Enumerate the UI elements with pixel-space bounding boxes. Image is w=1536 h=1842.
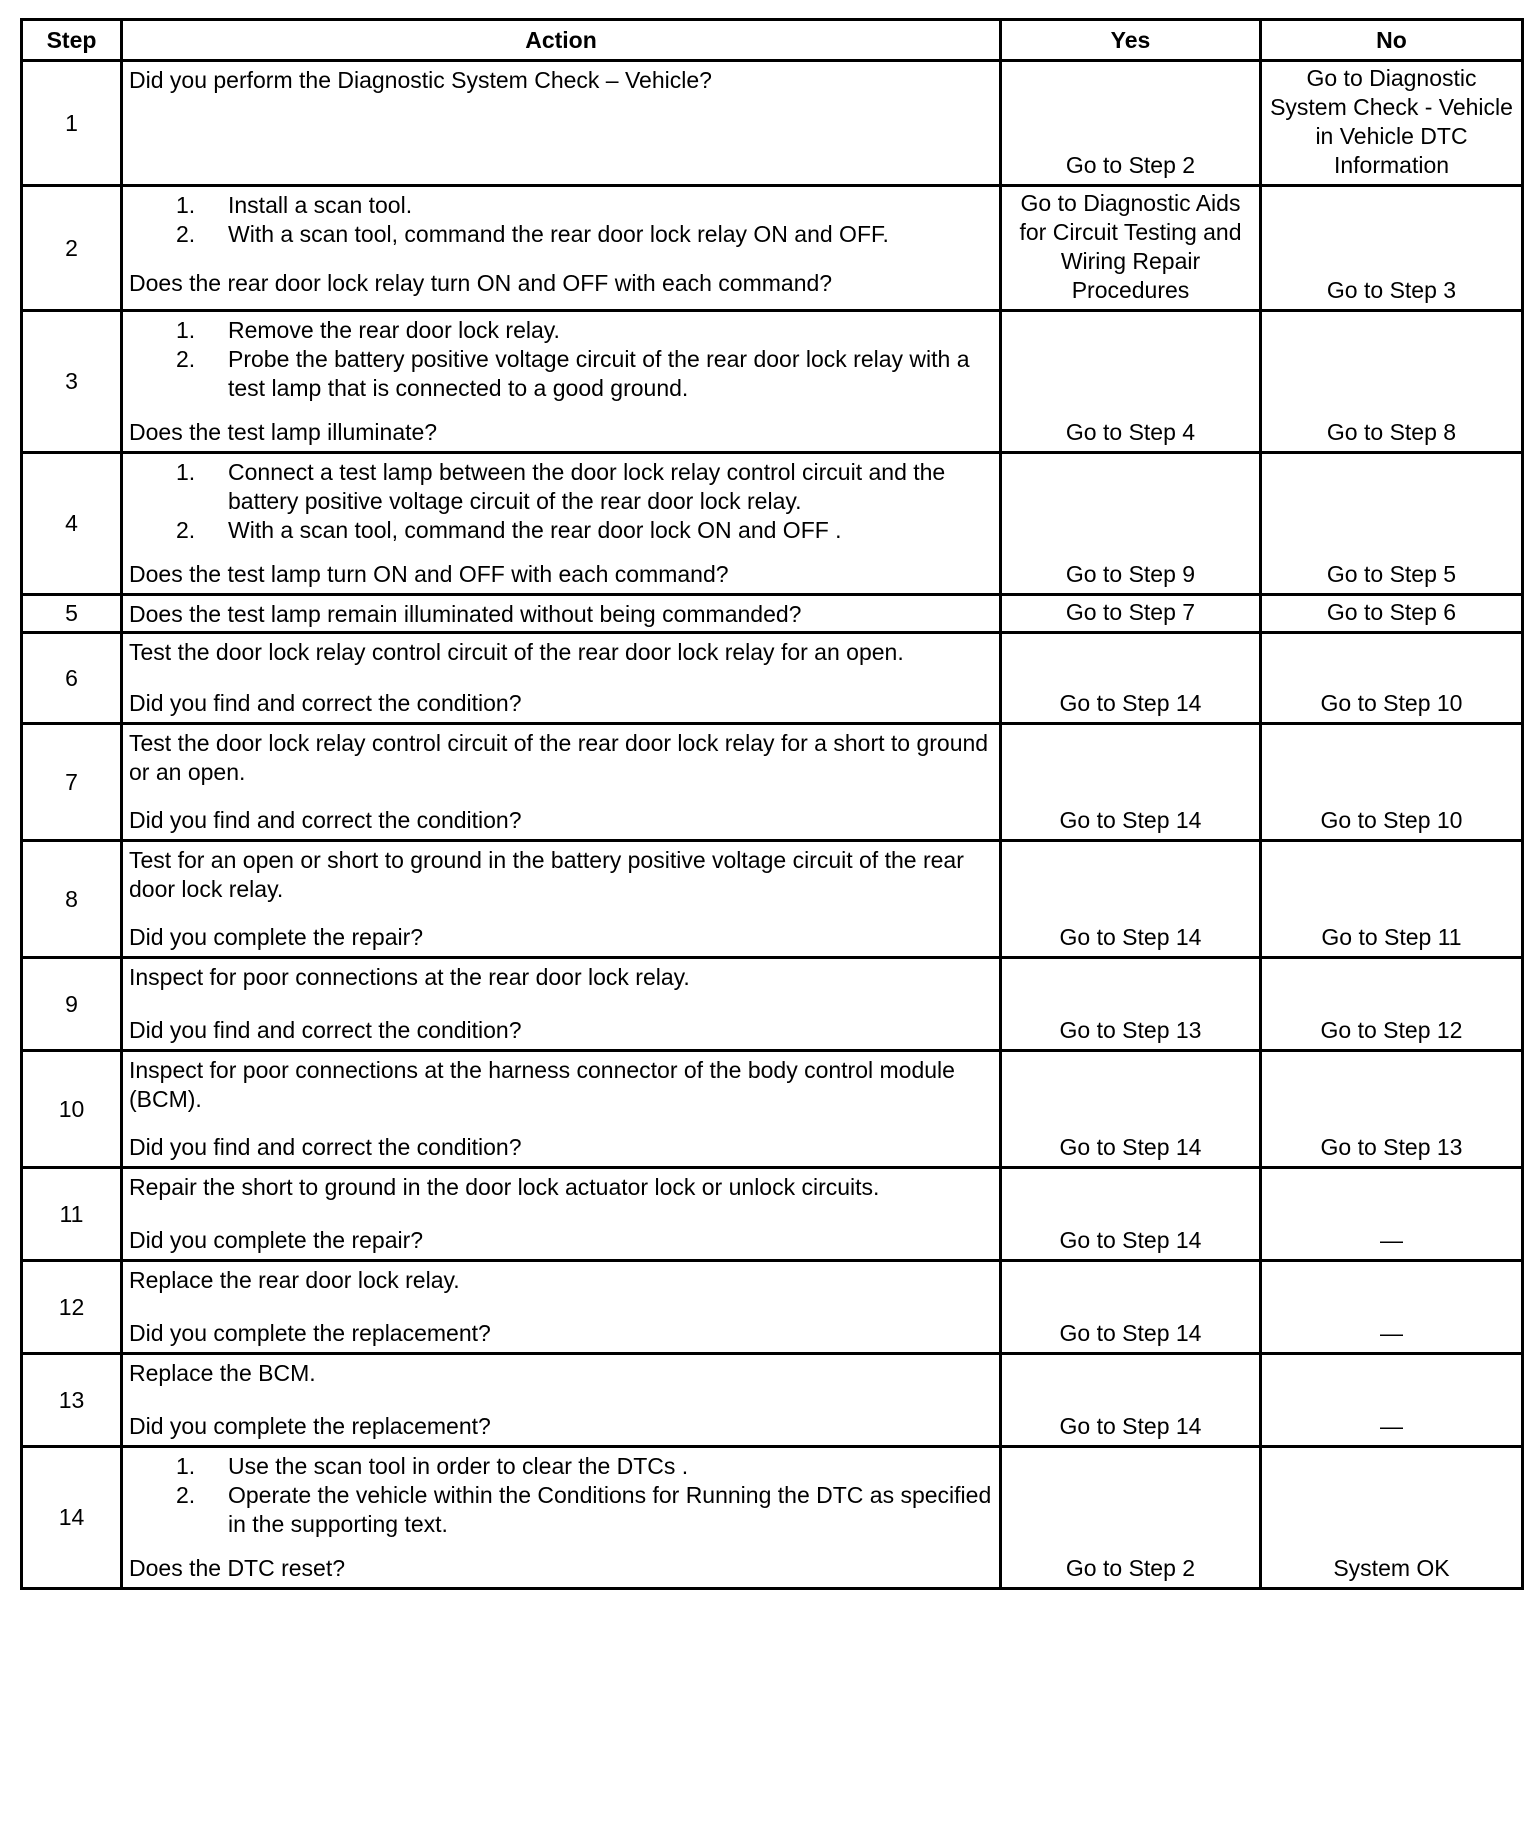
- action-cell: [122, 453, 1001, 595]
- step-number: 9: [22, 958, 122, 1051]
- substep-number: 2.: [176, 346, 196, 372]
- action-description: Test the door lock relay control circuit of the rear door lock relay for an open.: [129, 639, 904, 665]
- substep-item: [176, 1481, 993, 1539]
- table-row: [22, 958, 1523, 1051]
- action-question: Did you complete the repair?: [129, 924, 424, 950]
- table-row: [22, 61, 1523, 186]
- yes-result: Go to Step 14: [1001, 1354, 1261, 1447]
- step-number: 1: [22, 61, 122, 186]
- action-cell: [122, 1261, 1001, 1354]
- action-description: Replace the BCM.: [129, 1360, 316, 1386]
- step-number: 12: [22, 1261, 122, 1354]
- no-result: Go to Step 10: [1261, 633, 1523, 724]
- substep-list: [129, 316, 993, 403]
- substep-item: [176, 191, 993, 220]
- substep-text: Install a scan tool.: [228, 192, 413, 218]
- yes-result: Go to Step 14: [1001, 1261, 1261, 1354]
- action-question: Does the test lamp remain illuminated without being commanded?: [129, 601, 802, 627]
- table-row: [22, 841, 1523, 958]
- substep-item: [176, 516, 993, 545]
- yes-result: Go to Step 2: [1001, 1447, 1261, 1589]
- action-cell: [122, 1354, 1001, 1447]
- substep-number: 1.: [176, 459, 196, 485]
- action-cell: [122, 1447, 1001, 1589]
- yes-result: Go to Step 7: [1001, 595, 1261, 633]
- substep-item: [176, 1452, 993, 1481]
- action-cell: [122, 61, 1001, 186]
- table-row: [22, 186, 1523, 311]
- table-row: [22, 1051, 1523, 1168]
- table-row: [22, 633, 1523, 724]
- no-result: Go to Step 5: [1261, 453, 1523, 595]
- substep-number: 1.: [176, 317, 196, 343]
- action-question: Did you complete the repair?: [129, 1227, 424, 1253]
- substep-item: [176, 220, 993, 249]
- yes-result: Go to Step 14: [1001, 724, 1261, 841]
- substep-number: 2.: [176, 221, 196, 247]
- action-description: Test the door lock relay control circuit of the rear door lock relay for a short to ground or an open.: [129, 730, 989, 785]
- header-yes: Yes: [1001, 20, 1261, 61]
- substep-text: Use the scan tool in order to clear the DTCs .: [228, 1453, 689, 1479]
- no-result: Go to Step 12: [1261, 958, 1523, 1051]
- no-result: —: [1261, 1354, 1523, 1447]
- action-cell: [122, 1051, 1001, 1168]
- no-result: Go to Diagnostic System Check - Vehicle in Vehicle DTC Information: [1261, 61, 1523, 186]
- yes-result: Go to Step 14: [1001, 841, 1261, 958]
- substep-text: Probe the battery positive voltage circuit of the rear door lock relay with a test lamp that is connected to a good ground.: [228, 346, 970, 401]
- no-result: Go to Step 10: [1261, 724, 1523, 841]
- yes-result: Go to Step 14: [1001, 633, 1261, 724]
- action-cell: [122, 724, 1001, 841]
- no-result: —: [1261, 1261, 1523, 1354]
- step-number: 11: [22, 1168, 122, 1261]
- action-description: Test for an open or short to ground in the battery positive voltage circuit of the rear door lock relay.: [129, 847, 964, 902]
- action-cell: [122, 841, 1001, 958]
- no-result: System OK: [1261, 1447, 1523, 1589]
- no-result: Go to Step 6: [1261, 595, 1523, 633]
- step-number: 6: [22, 633, 122, 724]
- step-number: 7: [22, 724, 122, 841]
- step-number: 13: [22, 1354, 122, 1447]
- step-number: 4: [22, 453, 122, 595]
- no-result: Go to Step 13: [1261, 1051, 1523, 1168]
- step-number: 5: [22, 595, 122, 633]
- header-no: No: [1261, 20, 1523, 61]
- substep-text: Connect a test lamp between the door lock relay control circuit and the battery positive voltage circuit of the rear door lock relay.: [228, 459, 946, 514]
- action-description: Did you perform the Diagnostic System Check – Vehicle?: [129, 67, 712, 93]
- action-description: Repair the short to ground in the door lock actuator lock or unlock circuits.: [129, 1174, 880, 1200]
- header-action: Action: [122, 20, 1001, 61]
- action-description: Inspect for poor connections at the rear door lock relay.: [129, 964, 690, 990]
- action-cell: [122, 1168, 1001, 1261]
- step-number: 3: [22, 311, 122, 453]
- substep-item: [176, 316, 993, 345]
- action-cell: [122, 633, 1001, 724]
- substep-list: [129, 191, 993, 249]
- table-row: [22, 595, 1523, 633]
- substep-text: Remove the rear door lock relay.: [228, 317, 560, 343]
- yes-result: Go to Step 9: [1001, 453, 1261, 595]
- table-row: [22, 311, 1523, 453]
- action-question: Did you find and correct the condition?: [129, 1134, 522, 1160]
- action-question: Did you find and correct the condition?: [129, 807, 522, 833]
- yes-result: Go to Step 2: [1001, 61, 1261, 186]
- substep-text: With a scan tool, command the rear door lock relay ON and OFF.: [228, 221, 889, 247]
- step-number: 10: [22, 1051, 122, 1168]
- action-cell: [122, 311, 1001, 453]
- no-result: Go to Step 8: [1261, 311, 1523, 453]
- action-description: Inspect for poor connections at the harness connector of the body control module (BCM).: [129, 1057, 955, 1112]
- header-row: [22, 20, 1523, 61]
- action-question: Does the test lamp turn ON and OFF with each command?: [129, 561, 729, 587]
- action-cell: [122, 595, 1001, 633]
- no-result: —: [1261, 1168, 1523, 1261]
- substep-number: 2.: [176, 1482, 196, 1508]
- substep-item: [176, 345, 993, 403]
- yes-result: Go to Diagnostic Aids for Circuit Testing and Wiring Repair Procedures: [1001, 186, 1261, 311]
- action-question: Did you complete the replacement?: [129, 1413, 491, 1439]
- action-question: Does the rear door lock relay turn ON and OFF with each command?: [129, 270, 833, 296]
- diagnostic-table: [20, 18, 1524, 1590]
- header-step: Step: [22, 20, 122, 61]
- substep-text: With a scan tool, command the rear door lock ON and OFF .: [228, 517, 842, 543]
- table-row: [22, 1447, 1523, 1589]
- action-question: Does the DTC reset?: [129, 1555, 346, 1581]
- yes-result: Go to Step 14: [1001, 1168, 1261, 1261]
- substep-list: [129, 1452, 993, 1539]
- substep-number: 1.: [176, 192, 196, 218]
- no-result: Go to Step 11: [1261, 841, 1523, 958]
- action-question: Does the test lamp illuminate?: [129, 419, 438, 445]
- table-row: [22, 1261, 1523, 1354]
- step-number: 14: [22, 1447, 122, 1589]
- substep-number: 2.: [176, 517, 196, 543]
- action-description: Replace the rear door lock relay.: [129, 1267, 460, 1293]
- table-row: [22, 1168, 1523, 1261]
- action-cell: [122, 958, 1001, 1051]
- yes-result: Go to Step 13: [1001, 958, 1261, 1051]
- yes-result: Go to Step 14: [1001, 1051, 1261, 1168]
- table-row: [22, 724, 1523, 841]
- action-question: Did you find and correct the condition?: [129, 1017, 522, 1043]
- substep-number: 1.: [176, 1453, 196, 1479]
- no-result: Go to Step 3: [1261, 186, 1523, 311]
- action-cell: [122, 186, 1001, 311]
- substep-item: [176, 458, 993, 516]
- step-number: 2: [22, 186, 122, 311]
- action-question: Did you complete the replacement?: [129, 1320, 491, 1346]
- table-row: [22, 1354, 1523, 1447]
- yes-result: Go to Step 4: [1001, 311, 1261, 453]
- substep-list: [129, 458, 993, 545]
- step-number: 8: [22, 841, 122, 958]
- substep-text: Operate the vehicle within the Conditions for Running the DTC as specified in the supporting text.: [228, 1482, 992, 1537]
- action-question: Did you find and correct the condition?: [129, 690, 522, 716]
- table-row: [22, 453, 1523, 595]
